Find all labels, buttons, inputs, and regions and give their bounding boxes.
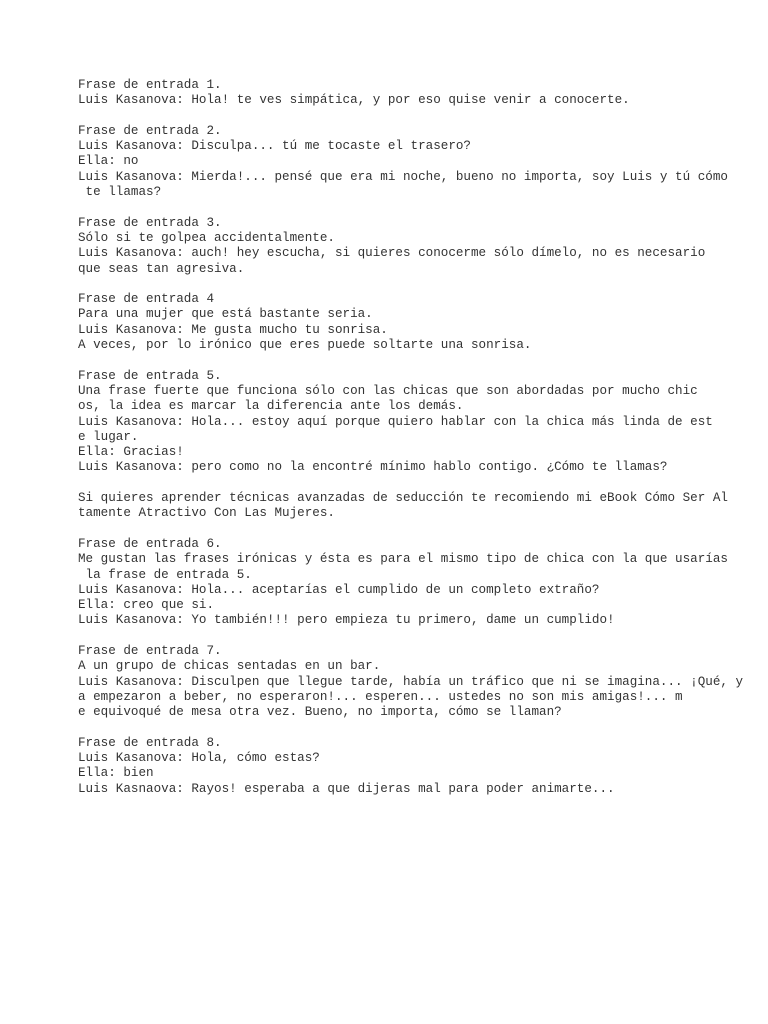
dialogue-line: Ella: creo que si. bbox=[78, 598, 215, 613]
context-line: Para una mujer que está bastante seria. bbox=[78, 307, 373, 322]
entry-heading: Frase de entrada 8. bbox=[78, 735, 222, 750]
dialogue-line: Luis Kasanova: Hola... aceptarías el cumplido de un completo extraño? bbox=[78, 582, 600, 597]
entry-4 bbox=[78, 292, 758, 353]
promo-line: Si quieres aprender técnicas avanzadas de seducción te recomiendo mi eBook Cómo Ser Al bbox=[78, 491, 728, 506]
dialogue-line: te llamas? bbox=[78, 185, 162, 200]
entry-heading: Frase de entrada 6. bbox=[78, 536, 222, 551]
dialogue-line: e lugar. bbox=[78, 429, 139, 444]
dialogue-line: Luis Kasanova: Me gusta mucho tu sonrisa. bbox=[78, 322, 388, 337]
entry-heading: Frase de entrada 3. bbox=[78, 215, 222, 230]
context-line: os, la idea es marcar la diferencia ante los demás. bbox=[78, 399, 464, 414]
context-line: Una frase fuerte que funciona sólo con las chicas que son abordadas por mucho chic bbox=[78, 383, 698, 398]
dialogue-line: Ella: Gracias! bbox=[78, 445, 184, 460]
dialogue-line: Luis Kasanova: Hola, cómo estas? bbox=[78, 751, 320, 766]
dialogue-line: Luis Kasanova: pero como no la encontré mínimo hablo contigo. ¿Cómo te llamas? bbox=[78, 460, 668, 475]
dialogue-line: Luis Kasanova: Yo también!!! pero empieza tu primero, dame un cumplido! bbox=[78, 613, 615, 628]
promo-line: tamente Atractivo Con Las Mujeres. bbox=[78, 506, 335, 521]
context-line: A un grupo de chicas sentadas en un bar. bbox=[78, 659, 381, 674]
entry-3 bbox=[78, 216, 758, 277]
dialogue-line: Luis Kasanova: Disculpen que llegue tarde, había un tráfico que ni se imagina... ¡Qué, y bbox=[78, 674, 744, 689]
entry-heading: Frase de entrada 4 bbox=[78, 292, 215, 307]
context-line: la frase de entrada 5. bbox=[78, 567, 252, 582]
entry-8 bbox=[78, 736, 758, 797]
dialogue-line: Ella: bien bbox=[78, 766, 154, 781]
entry-6 bbox=[78, 537, 758, 629]
dialogue-line: Luis Kasnaova: Rayos! esperaba a que dijeras mal para poder animarte... bbox=[78, 781, 615, 796]
context-line: Me gustan las frases irónicas y ésta es para el mismo tipo de chica con la que usarías bbox=[78, 552, 728, 567]
ebook-promo bbox=[78, 491, 758, 522]
dialogue-line: e equivoqué de mesa otra vez. Bueno, no importa, cómo se llaman? bbox=[78, 705, 562, 720]
entry-heading: Frase de entrada 1. bbox=[78, 78, 222, 92]
dialogue-line: Luis Kasanova: Disculpa... tú me tocaste el trasero? bbox=[78, 139, 471, 154]
context-line: A veces, por lo irónico que eres puede soltarte una sonrisa. bbox=[78, 338, 532, 353]
entry-7 bbox=[78, 644, 758, 720]
dialogue-line: Luis Kasanova: auch! hey escucha, si quieres conocerme sólo dímelo, no es necesario bbox=[78, 246, 706, 261]
entry-heading: Frase de entrada 5. bbox=[78, 368, 222, 383]
document-body bbox=[78, 78, 758, 812]
entry-2 bbox=[78, 124, 758, 200]
dialogue-line: Luis Kasanova: Mierda!... pensé que era mi noche, bueno no importa, soy Luis y tú cómo bbox=[78, 169, 728, 184]
dialogue-line: Ella: no bbox=[78, 154, 139, 169]
entry-1 bbox=[78, 78, 758, 109]
context-line: Sólo si te golpea accidentalmente. bbox=[78, 230, 335, 245]
dialogue-line: que seas tan agresiva. bbox=[78, 261, 245, 276]
dialogue-line: a empezaron a beber, no esperaron!... esperen... ustedes no son mis amigas!... m bbox=[78, 689, 683, 704]
entry-5 bbox=[78, 369, 758, 476]
entry-heading: Frase de entrada 7. bbox=[78, 643, 222, 658]
dialogue-line: Luis Kasanova: Hola! te ves simpática, y por eso quise venir a conocerte. bbox=[78, 93, 630, 108]
entry-heading: Frase de entrada 2. bbox=[78, 123, 222, 138]
dialogue-line: Luis Kasanova: Hola... estoy aquí porque quiero hablar con la chica más linda de est bbox=[78, 414, 713, 429]
